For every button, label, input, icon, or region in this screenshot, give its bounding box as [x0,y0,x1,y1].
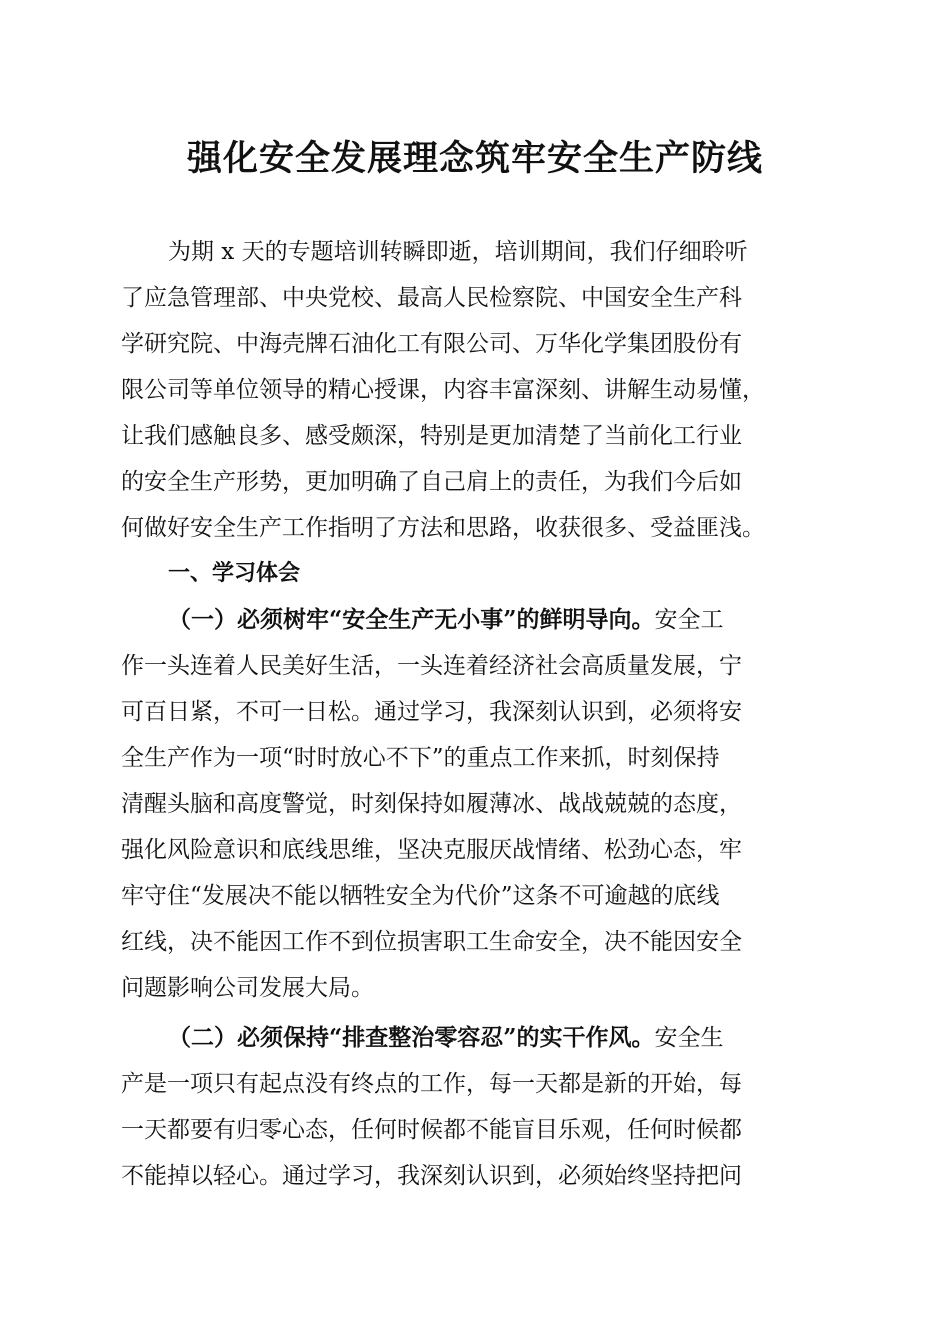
paragraph-line: 全生产作为一项“时时放心不下”的重点工作来抓，时刻保持 [121,745,720,771]
subsection-1-paragraph [121,597,833,1011]
paragraph-line: 产是一项只有起点没有终点的工作，每一天都是新的开始，每 [121,1071,742,1097]
intro-paragraph [121,229,833,551]
subsection-1-lead: （一）必须树牢“安全生产无小事”的鲜明导向。 [168,606,655,633]
paragraph-text: 安全工 [654,607,724,633]
paragraph-line: 何做好安全生产工作指明了方法和思路，收获很多、受益匪浅。 [121,515,765,541]
subsection-2-lead: （二）必须保持“排查整治零容忍”的实干作风。 [168,1024,655,1051]
subsection-2-paragraph [121,1015,833,1199]
paragraph-line [121,1015,833,1061]
paragraph-line: 问题影响公司发展大局。 [121,975,374,1001]
paragraph-line: 限公司等单位领导的精心授课，内容丰富深刻、讲解生动易懂， [121,377,765,403]
paragraph-text: 安全生 [654,1025,724,1051]
paragraph-line: 可百日紧，不可一日松。通过学习，我深刻认识到，必须将安 [121,699,742,725]
paragraph-line: 强化风险意识和底线思维，坚决克服厌战情绪、松劲心态，牢 [121,837,742,863]
paragraph-line: 一天都要有归零心态，任何时候都不能盲目乐观，任何时候都 [121,1117,742,1143]
paragraph-line: 为期 x 天的专题培训转瞬即逝，培训期间，我们仔细聆听 [168,239,748,265]
paragraph-line: 作一头连着人民美好生活，一头连着经济社会高质量发展，宁 [121,653,742,679]
document-body [121,229,833,1199]
paragraph-line: 的安全生产形势，更加明确了自己肩上的责任，为我们今后如 [121,469,742,495]
paragraph-line: 牢守住“发展决不能以牺牲安全为代价”这条不可逾越的底线 [121,883,720,909]
paragraph-line: 清醒头脑和高度警觉，时刻保持如履薄冰、战战兢兢的态度， [121,791,742,817]
document-title: 强化安全发展理念筑牢安全生产防线 [186,138,763,179]
paragraph-line: 红线，决不能因工作不到位损害职工生命安全，决不能因安全 [121,929,742,955]
paragraph-line: 让我们感触良多、感受颇深，特别是更加清楚了当前化工行业 [121,423,742,449]
paragraph-line: 了应急管理部、中央党校、最高人民检察院、中国安全生产科 [121,285,742,311]
paragraph-line [121,597,833,643]
section-heading: 一、学习体会 [168,561,301,586]
paragraph-line: 学研究院、中海壳牌石油化工有限公司、万华化学集团股份有 [121,331,742,357]
paragraph-line: 不能掉以轻心。通过学习，我深刻认识到，必须始终坚持把问 [121,1163,742,1189]
